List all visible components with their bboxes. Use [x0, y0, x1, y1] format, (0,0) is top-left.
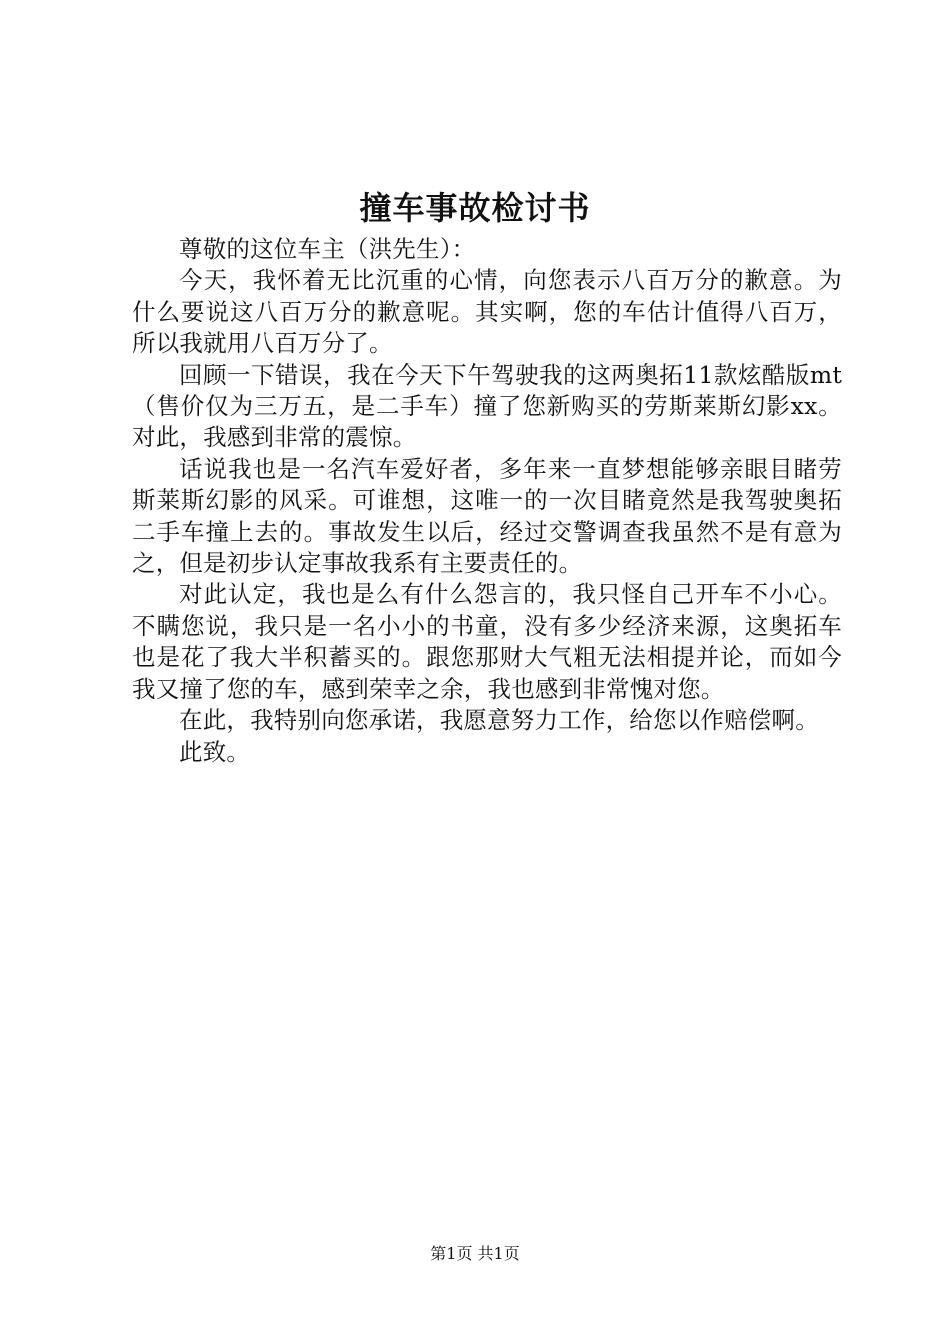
paragraph: 回顾一下错误，我在今天下午驾驶我的这两奥拓11款炫酷版mt（售价仅为三万五，是二手车）撞了您新购买的劳斯莱斯幻影xx。对此，我感到非常的震惊。 [132, 360, 842, 452]
paragraph: 话说我也是一名汽车爱好者，多年来一直梦想能够亲眼目睹劳斯莱斯幻影的风采。可谁想，这唯一的一次目睹竟然是我驾驶奥拓二手车撞上去的。事故发生以后，经过交警调查我虽然不是有意为之，但是初步认定事故我系有主要责任的。 [132, 454, 842, 578]
closing: 此致。 [179, 737, 251, 766]
document-body [132, 234, 842, 768]
paragraph: 今天，我怀着无比沉重的心情，向您表示八百万分的歉意。为什么要说这八百万分的歉意呢。其实啊，您的车估计值得八百万，所以我就用八百万分了。 [132, 266, 842, 358]
paragraph: 对此认定，我也是么有什么怨言的，我只怪自己开车不小心。不瞒您说，我只是一名小小的书童，没有多少经济来源，这奥拓车也是花了我大半积蓄买的。跟您那财大气粗无法相提并论，而如今我又撞了您的车，感到荣幸之余，我也感到非常愧对您。 [132, 580, 842, 703]
document-title: 撞车事故检讨书 [359, 189, 591, 227]
paragraph: 在此，我特别向您承诺，我愿意努力工作，给您以作赔偿啊。 [179, 706, 819, 735]
salutation: 尊敬的这位车主（洪先生）： [179, 235, 476, 263]
page-footer: 第1页 共1页 [430, 1244, 520, 1263]
